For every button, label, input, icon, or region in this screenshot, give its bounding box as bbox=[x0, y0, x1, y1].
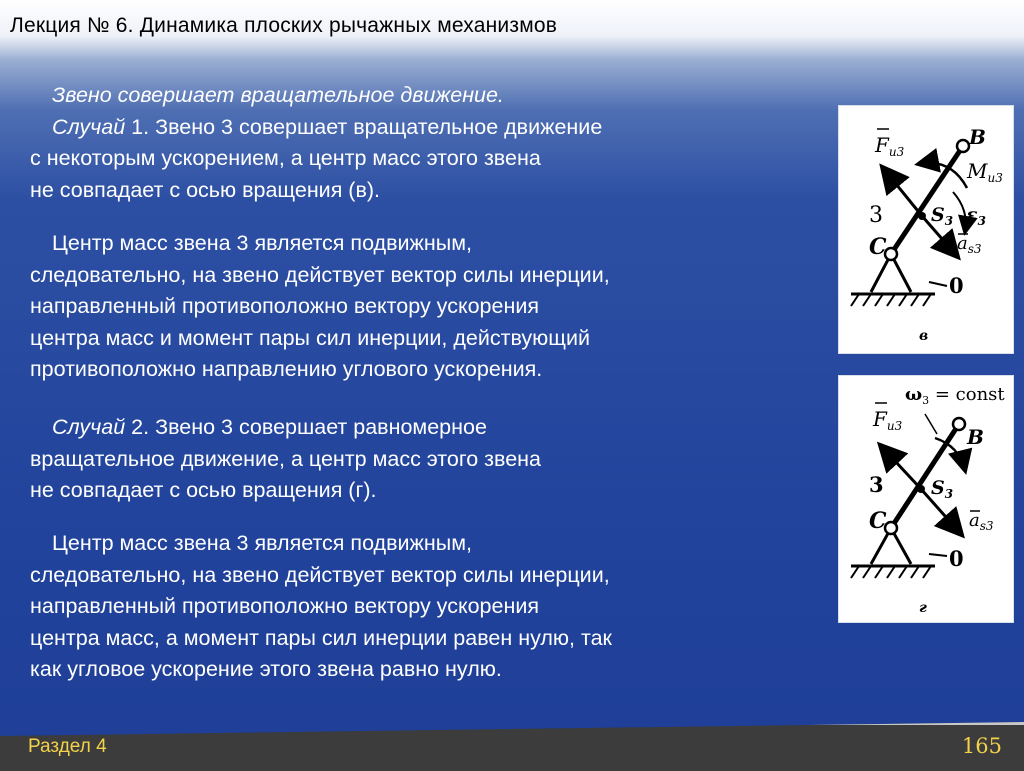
leader-line-zero bbox=[929, 282, 947, 286]
text-line bbox=[30, 112, 602, 144]
figure-caption-v: в bbox=[919, 328, 929, 344]
footer-section-label: Раздел 4 bbox=[28, 736, 107, 757]
angular-acceleration-arc bbox=[953, 192, 966, 232]
label-link-number: 3 bbox=[869, 203, 883, 228]
label-f-main: F bbox=[873, 407, 887, 431]
text-line: центра масс, а момент пары сил инерции равен нулю, так bbox=[30, 625, 612, 650]
text-line: Центр масс звена 3 является подвижным, bbox=[52, 231, 472, 255]
text-line: не совпадает с осью вращения (г). bbox=[30, 478, 377, 502]
label-s-main: S bbox=[931, 477, 945, 499]
label-a bbox=[969, 510, 994, 533]
case-label: Случай bbox=[52, 415, 126, 439]
joint-c bbox=[885, 248, 897, 260]
joint-b bbox=[953, 418, 965, 430]
text-line: с некоторым ускорением, а центр масс этого звена bbox=[30, 146, 541, 170]
figure-caption-g: г bbox=[919, 600, 927, 616]
label-s-sub: 3 bbox=[944, 214, 954, 228]
label-s bbox=[931, 204, 953, 228]
inertia-force-arrow bbox=[881, 446, 921, 489]
case-label: Случай bbox=[52, 114, 126, 139]
label-a-main: a bbox=[969, 510, 980, 531]
label-epsilon bbox=[966, 204, 986, 228]
label-m bbox=[966, 159, 1003, 185]
label-omega bbox=[905, 384, 1005, 407]
text-line: вращательное движение, а центр масс этого звена bbox=[30, 446, 541, 471]
footer-bar bbox=[0, 722, 1024, 771]
label-f-sub: u3 bbox=[886, 419, 903, 433]
inertia-force-arrow bbox=[883, 168, 922, 216]
label-epsilon-sub: 3 bbox=[977, 214, 986, 228]
text-line: направленный противоположно вектору ускорения bbox=[30, 294, 539, 318]
text-line: следовательно, на звено действует вектор силы инерции, bbox=[30, 262, 610, 287]
label-b: B bbox=[969, 125, 986, 149]
mechanism-figure-v bbox=[838, 105, 1014, 354]
page-number: 165 bbox=[961, 734, 1002, 758]
label-link-number: 3 bbox=[869, 472, 884, 497]
label-c: C bbox=[869, 508, 887, 534]
label-a-sub: s3 bbox=[967, 242, 982, 256]
page-title: Лекция № 6. Динамика плоских рычажных механизмов bbox=[10, 14, 558, 37]
text-line: Центр масс звена 3 является подвижным, bbox=[52, 531, 472, 555]
label-b: B bbox=[967, 425, 984, 449]
text-line: центра масс и момент пары сил инерции, действующий bbox=[30, 325, 590, 350]
label-a bbox=[957, 233, 982, 256]
paragraph-explanation-1 bbox=[30, 228, 610, 386]
text-line: следовательно, на звено действует вектор силы инерции, bbox=[30, 562, 610, 587]
joint-c bbox=[885, 522, 897, 534]
ground-hatch bbox=[851, 294, 931, 306]
label-omega-rest: = const bbox=[929, 384, 1005, 405]
paragraph-explanation-2 bbox=[30, 528, 612, 686]
label-m-sub: u3 bbox=[987, 171, 1003, 185]
mechanism-diagram-g bbox=[839, 376, 1013, 622]
text-line: направленный противоположно вектору ускорения bbox=[30, 594, 539, 618]
label-epsilon-main: ε bbox=[966, 204, 978, 226]
label-f-sub: u3 bbox=[888, 145, 905, 159]
ground-hatch bbox=[851, 566, 931, 578]
mechanism-figure-g bbox=[838, 375, 1014, 623]
paragraph-case-1 bbox=[30, 80, 602, 206]
label-a-sub: s3 bbox=[979, 519, 994, 533]
label-zero: 0 bbox=[949, 546, 964, 571]
label-f bbox=[872, 407, 903, 433]
label-zero: 0 bbox=[949, 273, 964, 298]
label-c: C bbox=[869, 234, 887, 260]
label-omega-sub: 3 bbox=[922, 394, 930, 407]
label-m-main: M bbox=[967, 159, 988, 183]
leader-line-zero bbox=[929, 554, 947, 556]
text-line: не совпадает с осью вращения (в). bbox=[30, 177, 381, 202]
mechanism-diagram-v bbox=[839, 106, 1013, 353]
link-3 bbox=[891, 424, 959, 528]
text-line: противоположно направлению углового ускорения. bbox=[30, 357, 543, 381]
label-s-main: S bbox=[931, 204, 945, 226]
paragraph-case-2 bbox=[30, 412, 541, 507]
label-s-sub: 3 bbox=[944, 487, 954, 501]
text-line: Звено совершает вращательное движение. bbox=[52, 83, 504, 107]
case-text: 1. Звено 3 совершает вращательное движение bbox=[125, 114, 603, 139]
text-line: как угловое ускорение этого звена равно нулю. bbox=[30, 657, 502, 681]
label-f bbox=[874, 133, 905, 159]
label-a-main: a bbox=[957, 233, 968, 254]
joint-b bbox=[957, 140, 969, 152]
label-s bbox=[931, 477, 953, 501]
leader-line-omega bbox=[925, 414, 937, 434]
text-line bbox=[30, 412, 541, 444]
label-f-main: F bbox=[875, 133, 889, 157]
case-text: 2. Звено 3 совершает равномерное bbox=[125, 415, 487, 439]
label-omega-main: ω bbox=[905, 384, 923, 405]
